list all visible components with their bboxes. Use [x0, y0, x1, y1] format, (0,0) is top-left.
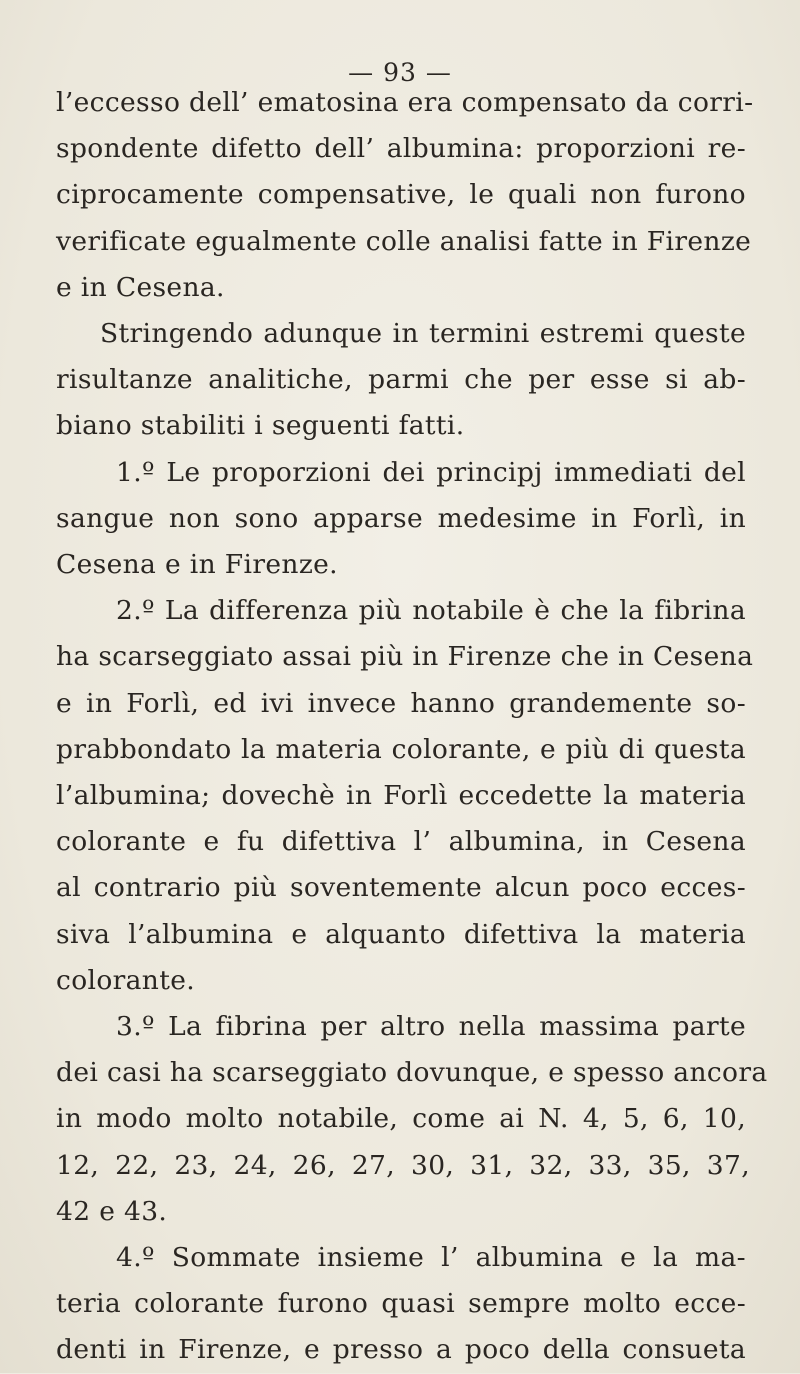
numbered-item-1: 1.º Le proporzioni dei principj immediati del — [116, 456, 746, 488]
text-line: ha scarseggiato assai più in Firenze che in Cesena — [56, 641, 754, 673]
text-line: e in Forlì, ed ivi invece hanno grandemente so- — [56, 687, 746, 719]
page-number: — 93 — — [348, 58, 452, 87]
text-line: Cesena e in Firenze. — [56, 549, 338, 581]
text-line: in modo molto notabile, come ai N. 4, 5, 6, 10, — [56, 1103, 746, 1135]
numbered-item-2: 2.º La differenza più notabile è che la fibrina — [116, 595, 746, 627]
text-line: denti in Firenze, e presso a poco della consueta — [56, 1334, 746, 1366]
text-line: ciprocamente compensative, le quali non furono — [56, 179, 746, 211]
text-line: e in Cesena. — [56, 271, 225, 303]
text-line: colorante e fu difettiva l’ albumina, in Cesena — [56, 826, 746, 858]
text-line: dei casi ha scarseggiato dovunque, e spesso ancora — [56, 1057, 768, 1089]
text-line: spondente difetto dell’ albumina: proporzioni re- — [56, 133, 746, 165]
text-line: colorante. — [56, 964, 196, 996]
text-line: siva l’albumina e alquanto difettiva la materia — [56, 918, 746, 950]
text-line: teria colorante furono quasi sempre molto ecce- — [56, 1288, 746, 1320]
numbered-item-4: 4.º Sommate insieme l’ albumina e la ma- — [116, 1242, 746, 1274]
paragraph-start-line: Stringendo adunque in termini estremi queste — [100, 318, 746, 350]
numbered-item-3: 3.º La fibrina per altro nella massima parte — [116, 1011, 746, 1043]
text-line: l’albumina; dovechè in Forlì eccedette la materia — [56, 780, 746, 812]
text-line: verificate egualmente colle analisi fatte in Firenze — [56, 225, 752, 257]
text-line: prabbondato la materia colorante, e più di questa — [56, 733, 746, 765]
text-line: al contrario più soventemente alcun poco ecces- — [56, 872, 746, 904]
text-line: sangue non sono apparse medesime in Forlì, in — [56, 502, 746, 534]
text-line: 42 e 43. — [56, 1195, 168, 1227]
text-line: l’eccesso dell’ ematosina era compensato da corri- — [56, 87, 754, 118]
text-line: risultanze analitiche, parmi che per esse si ab- — [56, 364, 746, 396]
text-line: biano stabiliti i seguenti fatti. — [56, 410, 465, 442]
text-line: 12, 22, 23, 24, 26, 27, 30, 31, 32, 33, 35, 37, — [56, 1149, 750, 1181]
body-text — [56, 80, 768, 1374]
